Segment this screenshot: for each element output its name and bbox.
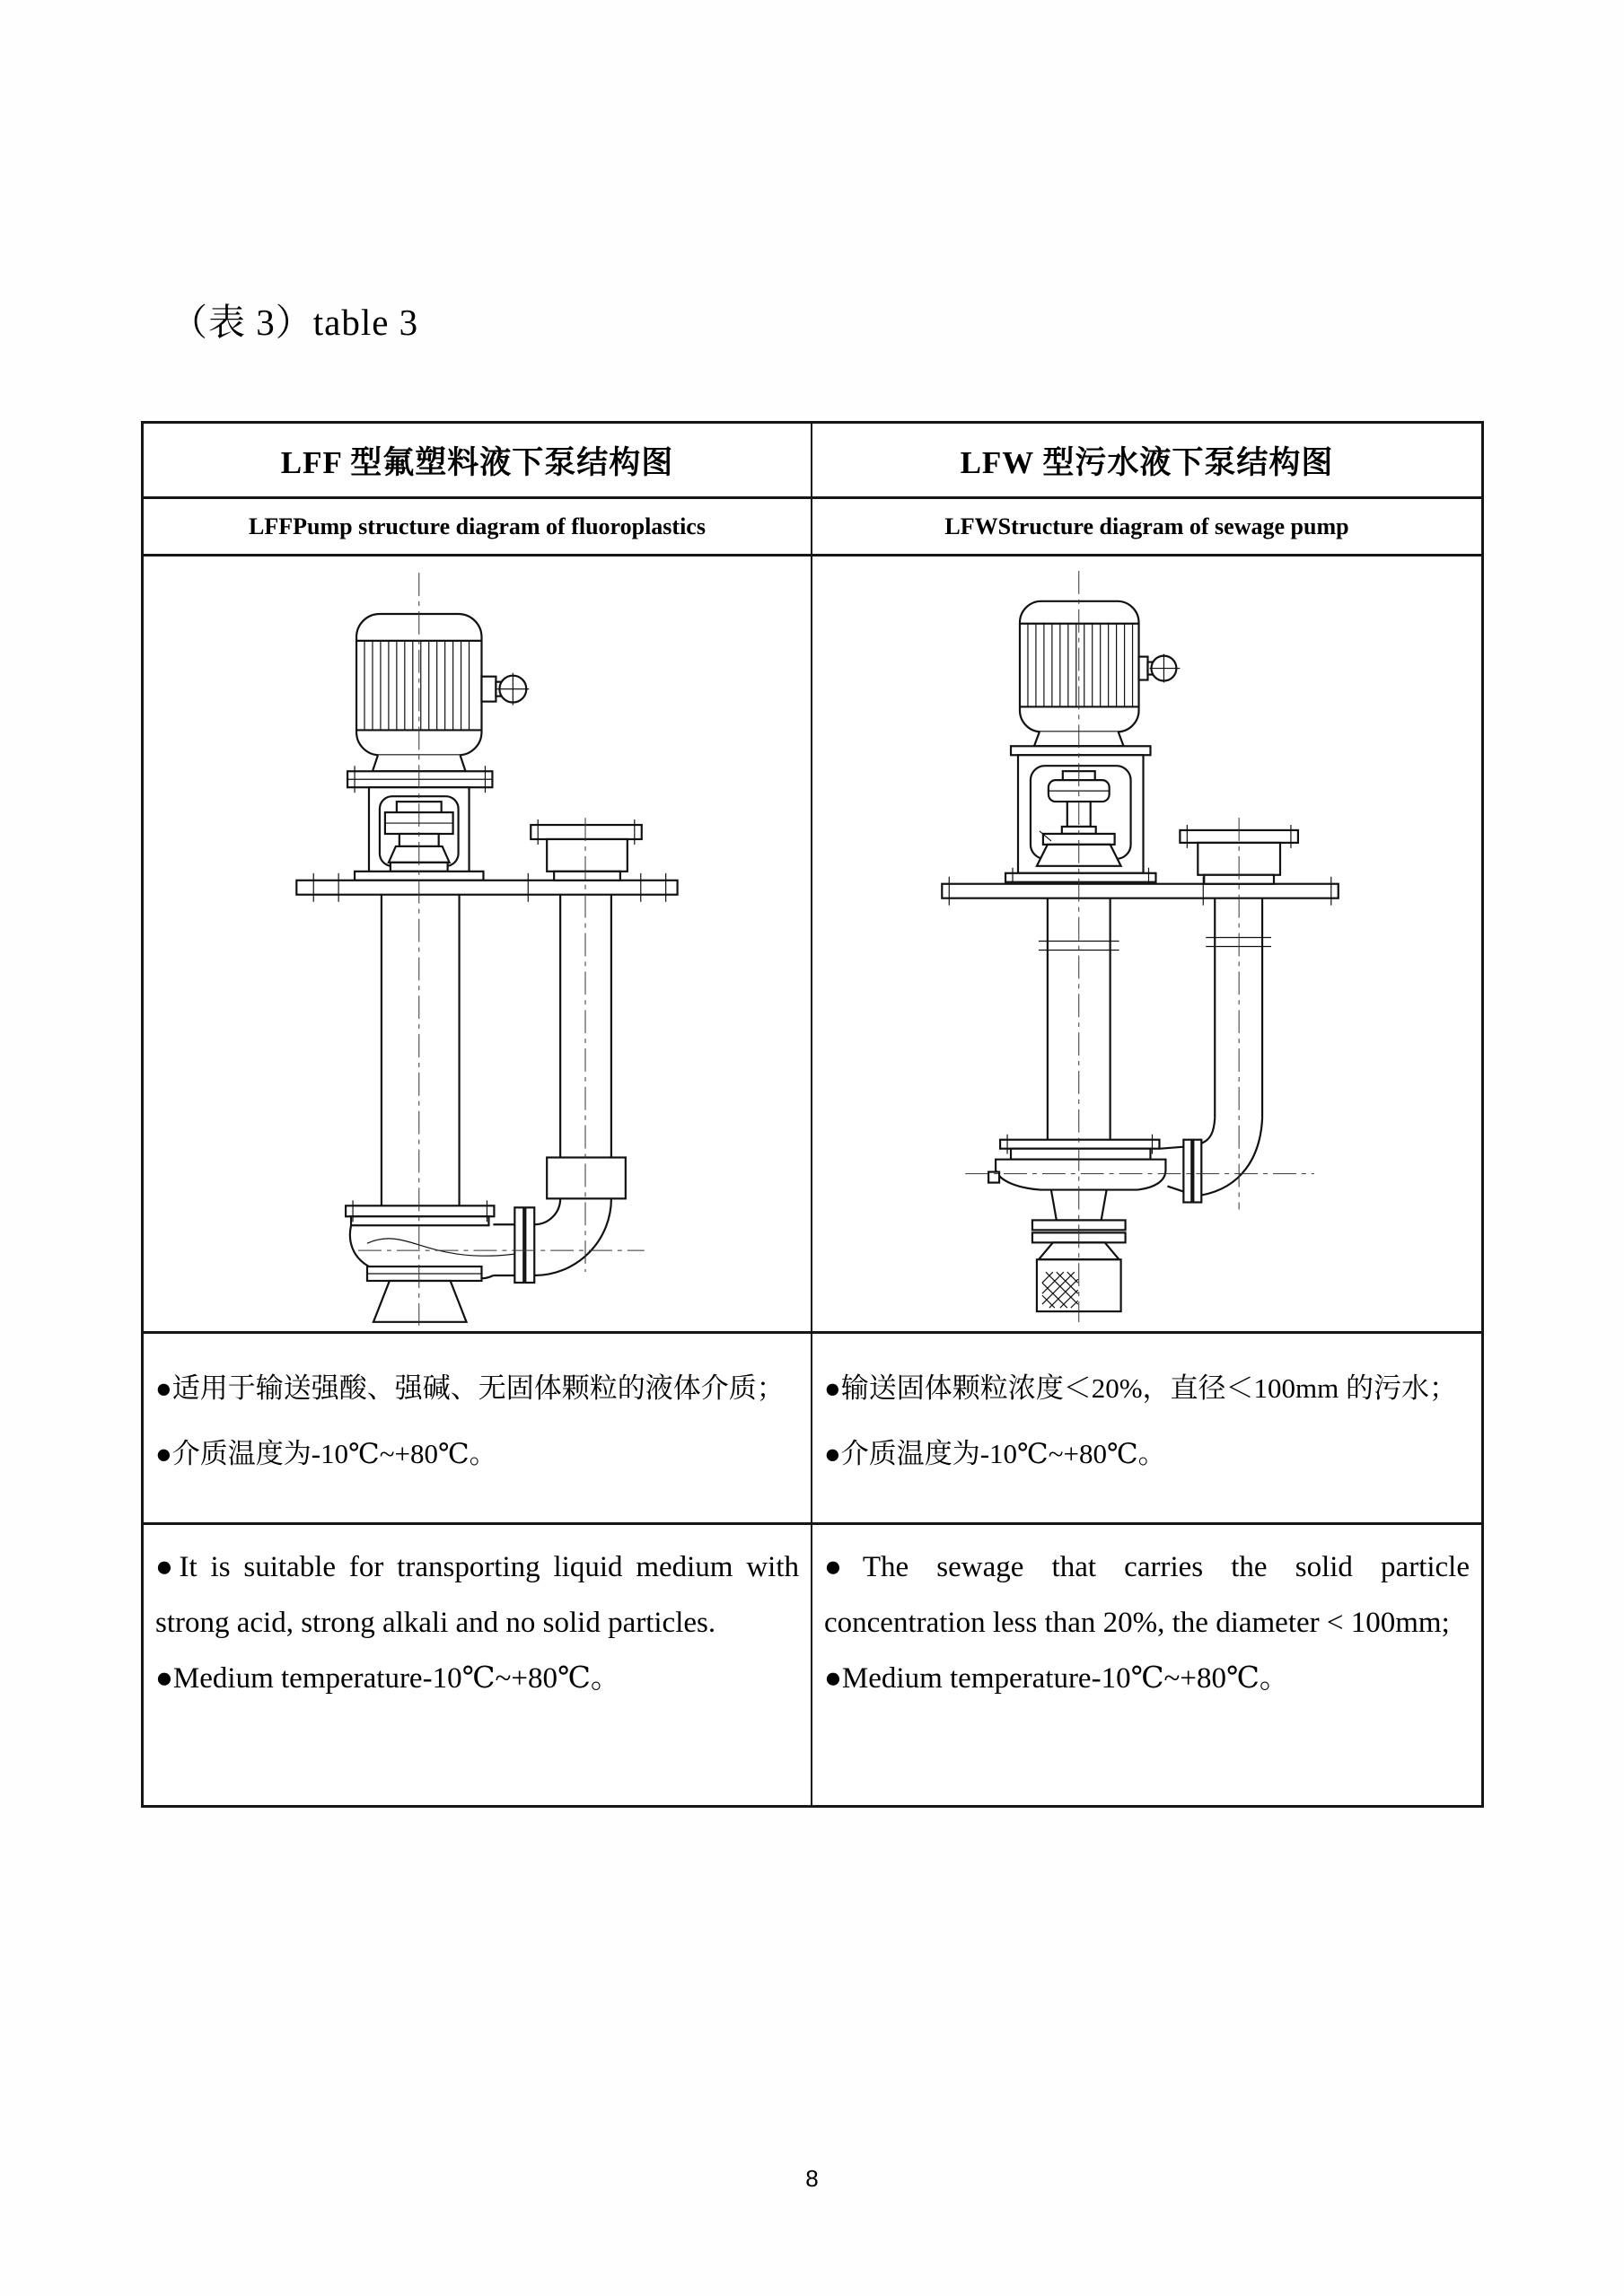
lff-header-en: LFFPump structure diagram of fluoroplastics	[144, 499, 812, 556]
lff-en-line-3: ●Medium temperature-10℃~+80℃。	[155, 1662, 620, 1695]
lff-cn-bullet-2: ●介质温度为-10℃~+80℃。	[155, 1438, 497, 1469]
lfw-discharge-pipe	[1160, 898, 1271, 1203]
lff-pump-diagram	[144, 556, 811, 1331]
lff-discharge-pipe	[493, 895, 625, 1283]
pump-comparison-table	[141, 421, 1484, 1808]
lfw-diagram-cell	[812, 556, 1481, 1334]
lfw-pump-diagram	[812, 556, 1481, 1331]
lff-header-cn: LFF 型氟塑料液下泵结构图	[144, 424, 812, 499]
lfw-header-cn: LFW 型污水液下泵结构图	[812, 424, 1481, 499]
page-number: 8	[805, 2165, 819, 2192]
lfw-motor	[1020, 601, 1139, 732]
lfw-volute-casing	[988, 1135, 1165, 1190]
lff-notes-en	[144, 1525, 812, 1805]
lfw-en-line-1: ●The sewage that carries the solid particle	[824, 1551, 1470, 1583]
lff-discharge-flange	[531, 819, 642, 881]
lff-diagram-cell	[144, 556, 812, 1334]
lff-en-line-1: ●It is suitable for transporting liquid medium with	[155, 1551, 799, 1583]
lff-notes-cn	[144, 1334, 812, 1525]
page-title: （表 3）table 3	[171, 302, 419, 343]
lfw-en-line-3: ●Medium temperature-10℃~+80℃。	[824, 1662, 1289, 1695]
lff-junction-box	[481, 673, 529, 705]
lfw-header-en: LFWStructure diagram of sewage pump	[812, 499, 1481, 556]
lfw-junction-box	[1139, 654, 1181, 683]
lff-cn-bullet-1: ●适用于输送强酸、强碱、无固体颗粒的液体介质；	[155, 1372, 785, 1404]
lfw-cn-bullet-1: ●输送固体颗粒浓度＜20%，直径＜100mm 的污水；	[824, 1372, 1458, 1404]
lfw-cn-bullet-2: ●介质温度为-10℃~+80℃。	[824, 1438, 1166, 1469]
lfw-notes-cn	[812, 1334, 1481, 1525]
lff-column-pipe	[382, 895, 460, 1206]
lfw-notes-en	[812, 1525, 1481, 1805]
lff-suction-cone	[373, 1281, 467, 1322]
lff-volute-casing	[346, 1200, 514, 1281]
lfw-support-frame	[1005, 732, 1155, 887]
lff-en-line-2: strong acid, strong alkali and no solid particles.	[155, 1607, 716, 1639]
lfw-en-line-2: concentration less than 20%, the diameter < 100mm;	[824, 1607, 1450, 1639]
